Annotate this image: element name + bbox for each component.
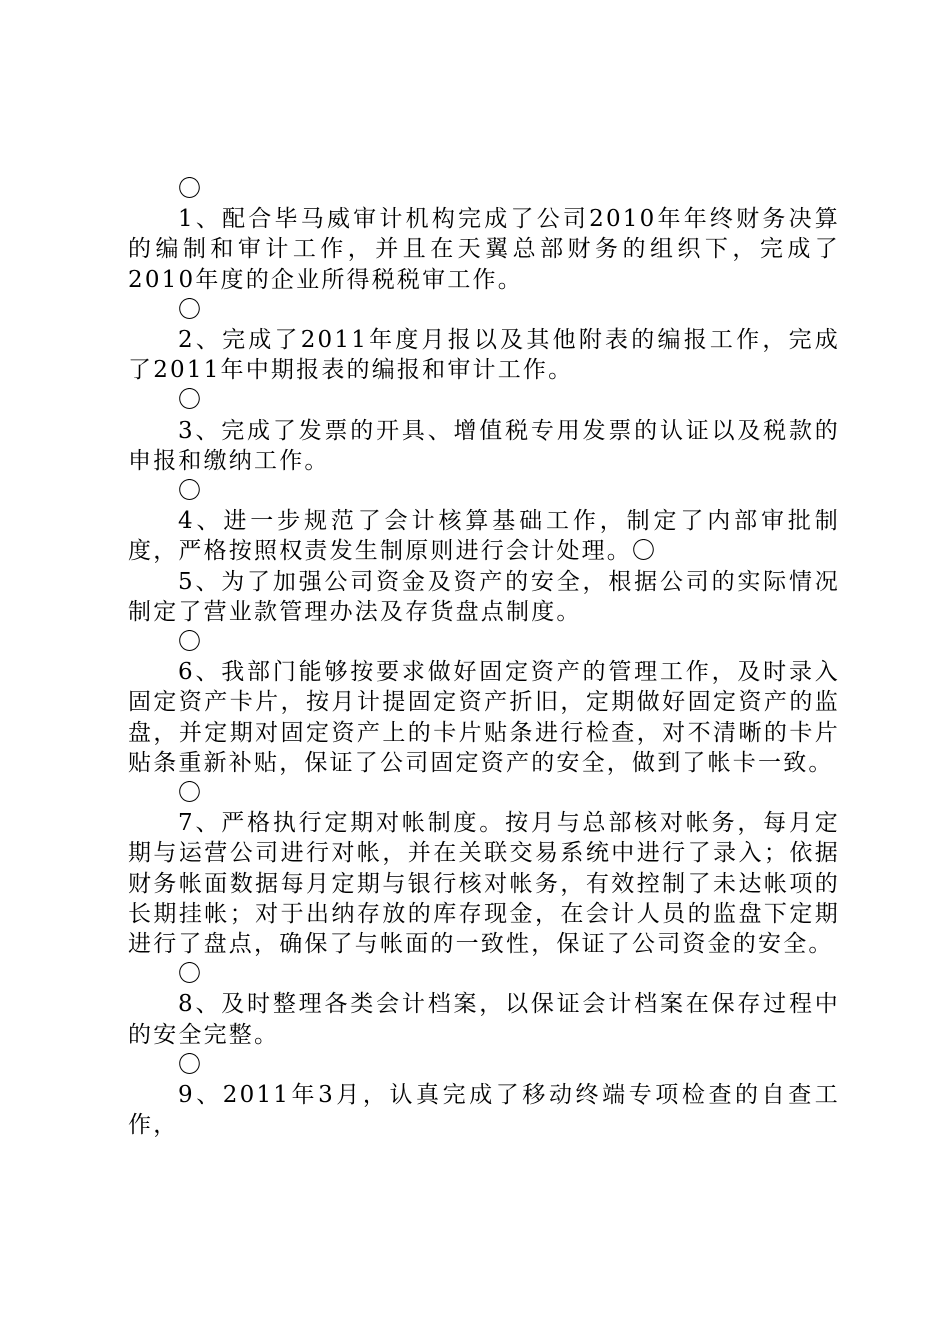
item-paragraph-4 — [128, 506, 840, 566]
item-paragraph-9: 9、2011年3月，认真完成了移动终端专项检查的自查工作， — [128, 1081, 840, 1139]
circle-marker-icon: 〇 — [178, 296, 204, 323]
circle-marker-icon: 〇 — [178, 176, 204, 202]
document-body — [128, 174, 840, 1140]
item-paragraph-1: 1、配合毕马威审计机构完成了公司2010年年终财务决算的编制和审计工作，并且在天翼总部财务的组织下，完成了2010年度的企业所得税税审工作。 — [128, 206, 840, 293]
item-paragraph-5: 5、为了加强公司资金及资产的安全，根据公司的实际情况制定了营业款管理办法及存货盘点制度。 — [128, 568, 840, 625]
circle-marker-icon: 〇 — [178, 779, 204, 806]
circle-marker-icon: 〇 — [632, 538, 655, 565]
circle-marker-icon: 〇 — [178, 961, 204, 988]
item-paragraph-4-text: 4、进一步规范了会计核算基础工作，制定了内部审批制度，严格按照权责发生制原则进行会计处理。 — [128, 508, 840, 565]
circle-marker-icon: 〇 — [178, 477, 204, 504]
circle-marker-icon: 〇 — [178, 1051, 204, 1078]
item-paragraph-2: 2、完成了2011年度月报以及其他附表的编报工作，完成了2011年中期报表的编报和审计工作。 — [128, 326, 840, 384]
circle-marker-icon: 〇 — [178, 387, 204, 414]
circle-marker-icon: 〇 — [178, 628, 204, 655]
item-paragraph-8: 8、及时整理各类会计档案，以保证会计档案在保存过程中的安全完整。 — [128, 991, 840, 1048]
item-paragraph-3: 3、完成了发票的开具、增值税专用发票的认证以及税款的申报和缴纳工作。 — [128, 417, 840, 474]
item-paragraph-7: 7、严格执行定期对帐制度。按月与总部核对帐务，每月定期与运营公司进行对帐，并在关联交易系统中进行了录入；依据财务帐面数据每月定期与银行核对帐务，有效控制了未达帐项的长期挂帐；对于出纳存放的库存现金，在会计人员的监盘下定期进行了盘点，确保了与帐面的一致性，保证了公司资金的安全。 — [128, 810, 840, 957]
item-paragraph-6: 6、我部门能够按要求做好固定资产的管理工作，及时录入固定资产卡片，按月计提固定资产折旧，定期做好固定资产的监盘，并定期对固定资产上的卡片贴条进行检查，对不清晰的卡片贴条重新补贴，保证了公司固定资产的安全，做到了帐卡一致。 — [128, 659, 840, 776]
